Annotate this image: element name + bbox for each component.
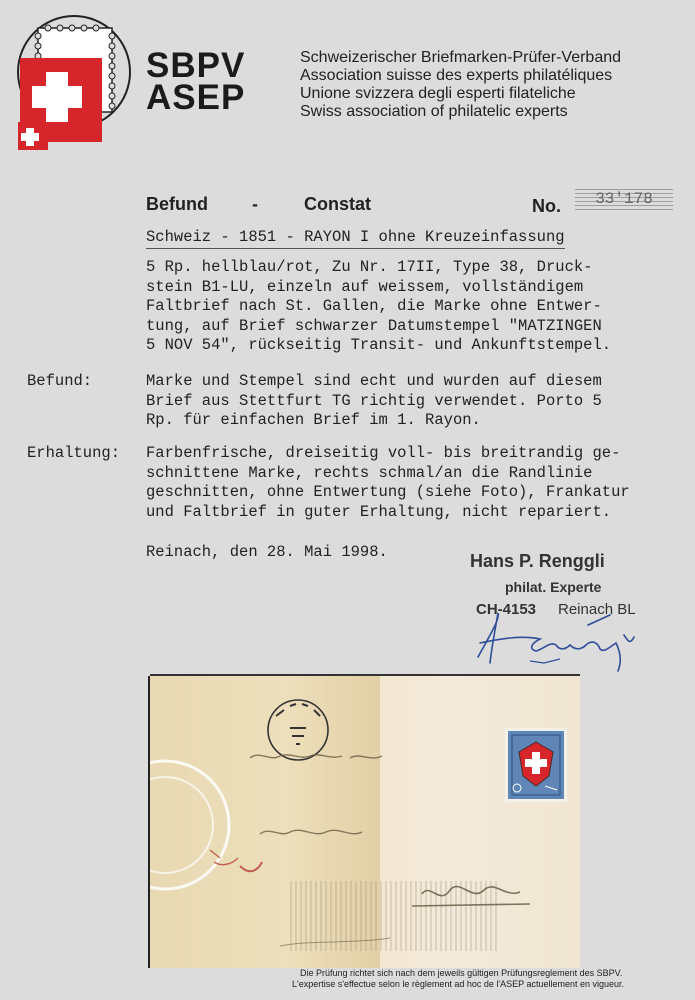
befund-heading: Befund (146, 194, 208, 214)
befund-block (146, 372, 602, 431)
place-date: Reinach, den 28. Mai 1998. (146, 543, 388, 561)
expert-signature (470, 605, 645, 675)
expert-postcode: CH-4153 (476, 601, 537, 618)
befund-label: Befund: (27, 372, 93, 390)
expert-title: philat. Experte (505, 579, 602, 595)
rayon-stamp (505, 728, 567, 802)
description-block (146, 258, 611, 356)
expert-name: Hans P. Renggli (470, 551, 605, 571)
cert-number: 33'178 (575, 188, 673, 210)
constat-heading: Constat (304, 194, 371, 214)
description-line: tung, auf Brief schwarzer Datumstempel "MATZINGEN (146, 316, 602, 335)
description-line: stein B1-LU, einzeln auf weissem, vollständigem (146, 277, 584, 296)
cert-number-label: No. (532, 196, 561, 216)
erhaltung-block (146, 444, 630, 522)
footer-de: Die Prüfung richtet sich nach dem jeweils gültigen Prüfungsreglement des SBPV. (300, 968, 623, 978)
erhaltung-line: schnittene Marke, rechts schmal/an die Randlinie (146, 463, 593, 482)
expert-city: Reinach BL (558, 601, 636, 618)
assoc-name-it: Unione svizzera degli esperti filateliche (300, 85, 576, 102)
heading-dash: - (252, 194, 258, 214)
befund-line: Rp. für einfachen Brief im 1. Rayon. (146, 411, 481, 429)
assoc-name-de: Schweizerischer Briefmarken-Prüfer-Verband (300, 49, 622, 66)
description-line: 5 NOV 54", rückseitig Transit- und Ankunftstempel. (146, 336, 612, 354)
assoc-name-fr: Association suisse des experts philatéliques (300, 67, 613, 84)
sbpv-logo (10, 10, 138, 160)
footer-fr: L'expertise s'effectue selon le règlement ad hoc de l'ASEP actuellement en vigueur. (292, 979, 625, 989)
erhaltung-line: geschnitten, ohne Entwertung (siehe Foto), Frankatur (146, 483, 630, 501)
subject-line: Schweiz - 1851 - RAYON I ohne Kreuzeinfassung (146, 228, 565, 249)
befund-line: Marke und Stempel sind echt und wurden auf diesem (146, 372, 602, 390)
brand-asep: ASEP (146, 78, 246, 117)
befund-line: Brief aus Stettfurt TG richtig verwendet. Porto 5 (146, 391, 602, 410)
brand-sbpv: SBPV (146, 46, 246, 85)
description-line: 5 Rp. hellblau/rot, Zu Nr. 17II, Type 38, Druck- (146, 258, 593, 276)
assoc-name-en: Swiss association of philatelic experts (300, 103, 568, 120)
cover-photo (150, 676, 580, 968)
description-line: Faltbrief nach St. Gallen, die Marke ohne Entwer- (146, 297, 602, 315)
erhaltung-line: und Faltbrief in guter Erhaltung, nicht repariert. (146, 502, 612, 521)
erhaltung-label: Erhaltung: (27, 444, 121, 462)
erhaltung-line: Farbenfrische, dreiseitig voll- bis breitrandig ge- (146, 444, 621, 462)
